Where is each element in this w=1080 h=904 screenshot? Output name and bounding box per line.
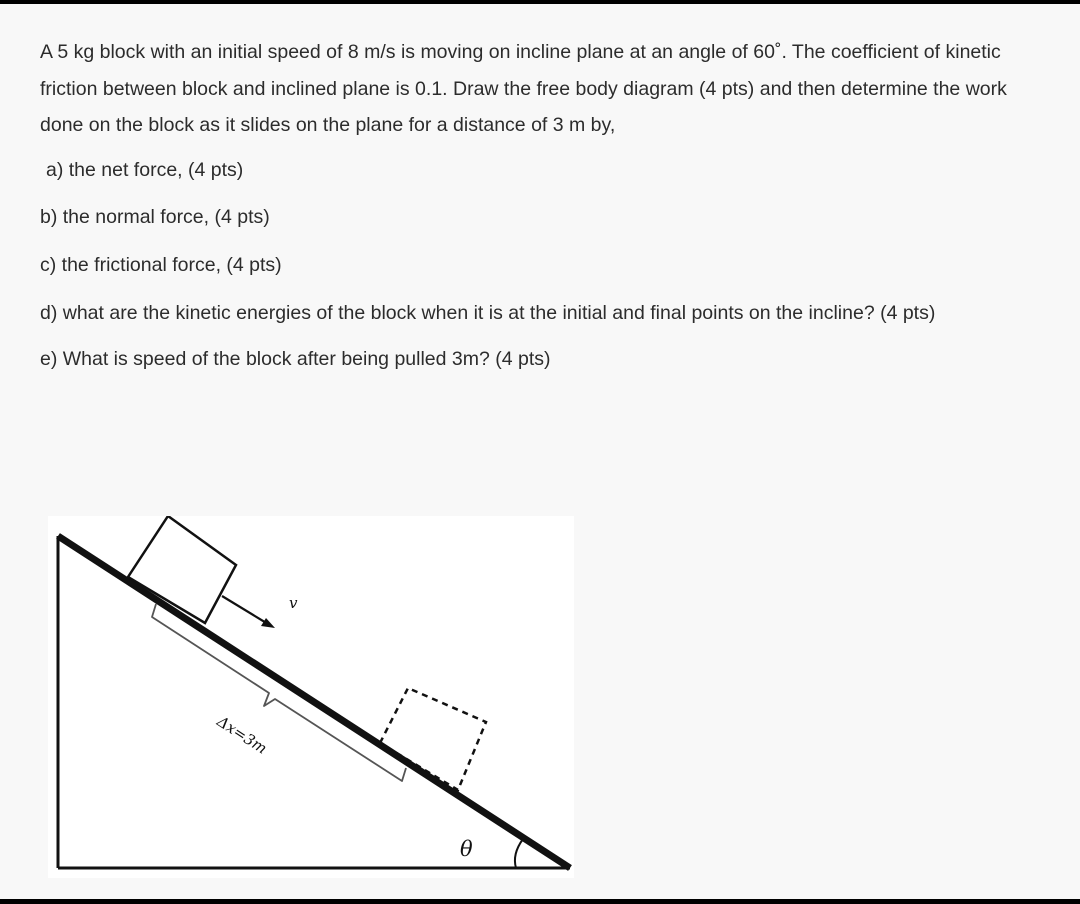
document-sheet: [0, 4, 1080, 899]
question-part-d: d) what are the kinetic energies of the block when it is at the initial and final points on the incline? (4 pts): [40, 301, 936, 324]
angle-arc: [515, 839, 523, 868]
question-part-b: b) the normal force, (4 pts): [40, 205, 270, 228]
problem-statement: A 5 kg block with an initial speed of 8 m/s is moving on incline plane at an angle of 60˚. The coefficient of kinetic friction between block and inclined plane is 0.1. Draw the free body diagram (4 pts) and then determine the work done on the block as it slides on the plane for a distance of 3 m by,: [40, 41, 1007, 136]
velocity-label: v: [289, 594, 298, 612]
velocity-arrow-shaft: [222, 596, 268, 624]
question-part-e: e) What is speed of the block after being pulled 3m? (4 pts): [40, 347, 551, 370]
problem-content: [40, 34, 1040, 375]
distance-bracket: [152, 604, 406, 781]
incline-surface: [58, 536, 570, 868]
block-initial: [128, 516, 236, 623]
question-part-a: a) the net force, (4 pts): [46, 158, 244, 181]
angle-label: θ: [460, 837, 473, 861]
velocity-arrowhead: [261, 618, 275, 628]
incline-diagram: [48, 516, 574, 878]
incline-figure: [48, 516, 574, 878]
block-final-dashed: [380, 688, 486, 790]
distance-label: Δx=3m: [213, 712, 271, 758]
question-part-c: c) the frictional force, (4 pts): [40, 253, 282, 276]
